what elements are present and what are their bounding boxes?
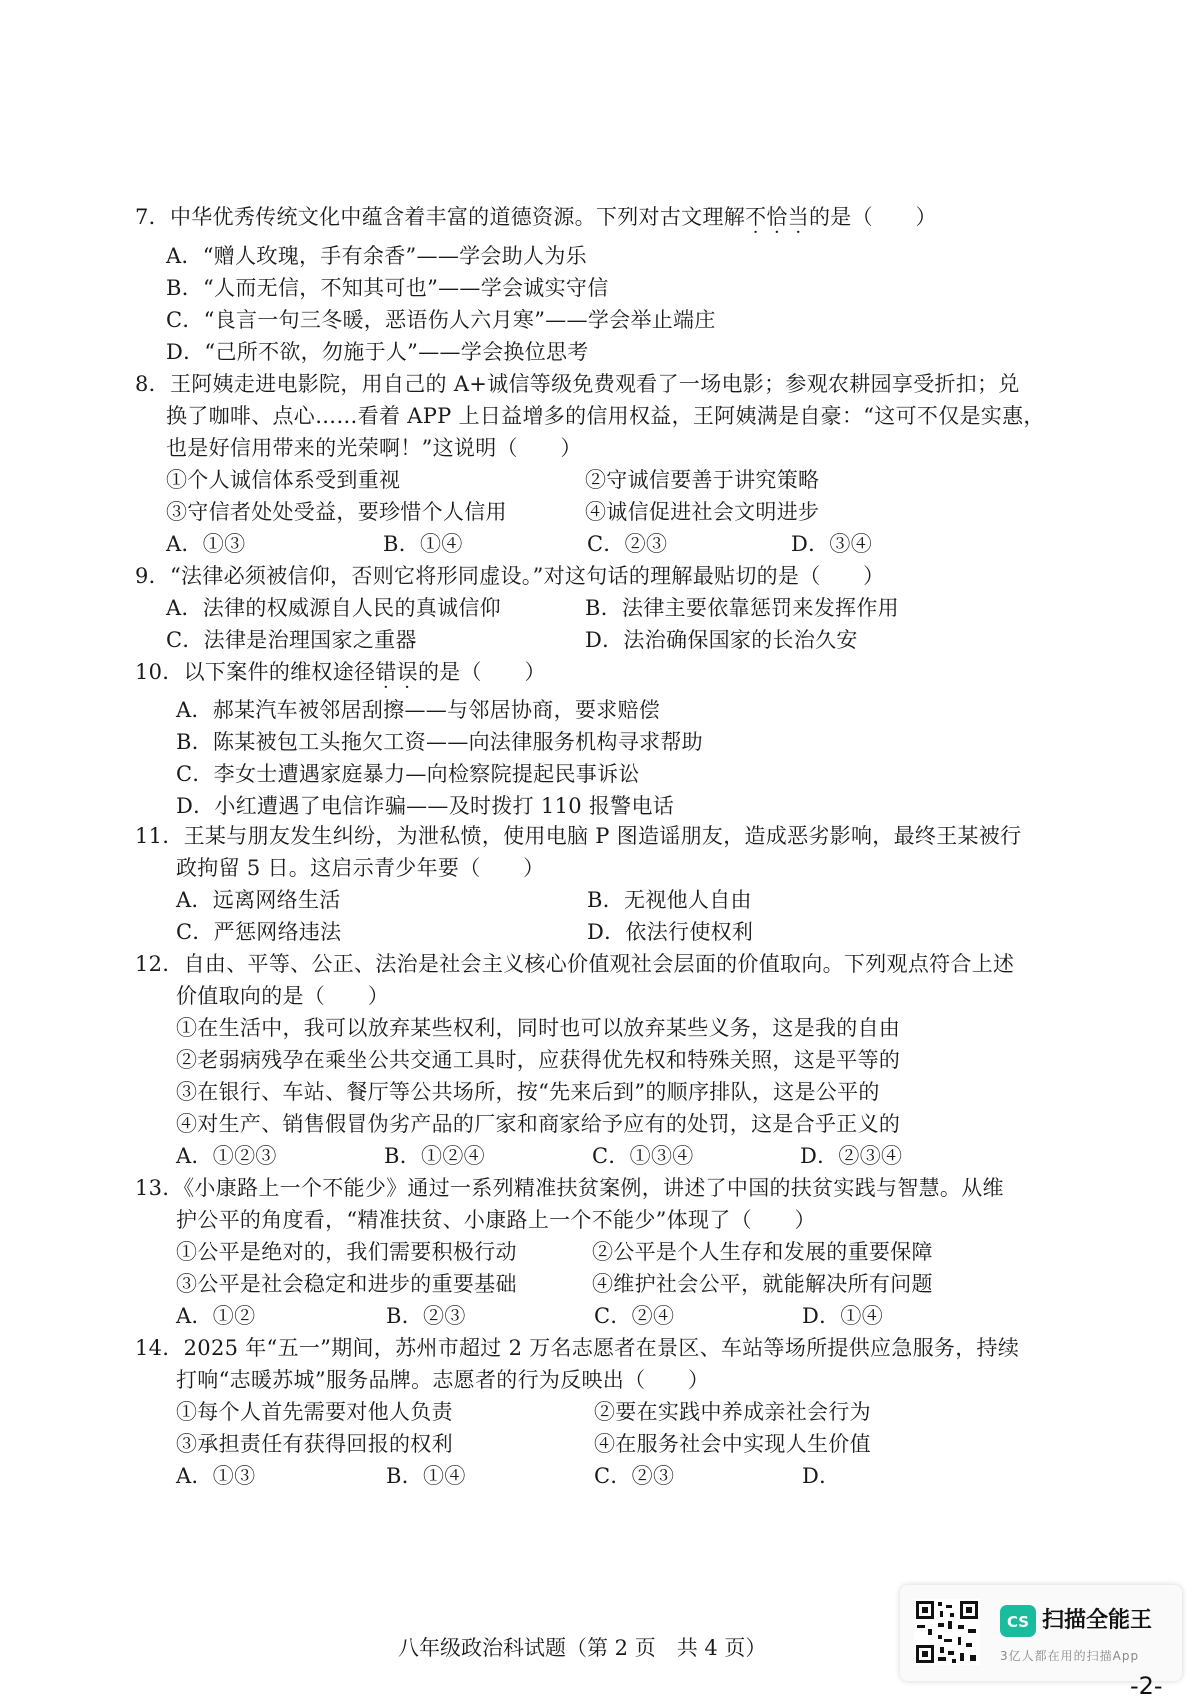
watermark-title: 扫描全能王 [1042,1608,1153,1633]
page-footer: 八年级政治科试题（第 2 页 共 4 页） [398,1636,767,1660]
q13-statement-1: ①公平是绝对的，我们需要积极行动 [176,1240,517,1264]
q14-stem-line2: 打响“志暖苏城”服务品牌。志愿者的行为反映出（ ） [176,1368,710,1392]
q13-option-d: D．①④ [802,1304,884,1328]
q8-option-b: B．①④ [383,532,463,556]
q12-option-d: D．②③④ [800,1144,903,1168]
q11-stem-line1: 11．王某与朋友发生纠纷，为泄私愤，使用电脑 P 图造谣朋友，造成恶劣影响，最终王某被行 [135,824,1022,848]
q8-statement-3: ③守信者处处受益，要珍惜个人信用 [166,500,507,524]
q8-stem-line3: 也是好信用带来的光荣啊！”这说明（ ） [166,436,582,460]
q8-statement-2: ②守诚信要善于讲究策略 [585,468,820,492]
q10-option-b: B．陈某被包工头拖欠工资——向法律服务机构寻求帮助 [176,730,703,754]
q8-statement-1: ①个人诚信体系受到重视 [166,468,401,492]
logo-text: CS [1006,1613,1030,1631]
q13-statement-3: ③公平是社会稳定和进步的重要基础 [176,1272,517,1296]
q9-option-d: D．法治确保国家的长治久安 [585,628,858,652]
q12-statement-3: ③在银行、车站、餐厅等公共场所，按“先来后到”的顺序排队，这是公平的 [176,1080,880,1104]
q12-stem-line1: 12．自由、平等、公正、法治是社会主义核心价值观社会层面的价值取向。下列观点符合上述 [135,952,1015,976]
q13-option-a: A．①② [176,1304,256,1328]
q8-stem-line2: 换了咖啡、点心……看着 APP 上日益增多的信用权益，王阿姨满是自豪：“这可不仅是实惠， [166,404,1045,428]
emphasis-char: 误 [396,660,418,684]
q11-option-d: D．依法行使权利 [587,920,754,944]
q10-option-d: D．小红遭遇了电信诈骗——及时拨打 110 报警电话 [176,794,675,818]
q13-statement-4: ④维护社会公平，就能解决所有问题 [592,1272,933,1296]
q12-statement-2: ②老弱病残孕在乘坐公共交通工具时，应获得优先权和特殊关照，这是平等的 [176,1048,901,1072]
q12-option-b: B．①②④ [384,1144,485,1168]
q12-statement-4: ④对生产、销售假冒伪劣产品的厂家和商家给予应有的处罚，这是合乎正义的 [176,1112,901,1136]
q10-option-a: A．郝某汽车被邻居刮擦——与邻居协商，要求赔偿 [176,698,661,722]
q8-option-a: A．①③ [166,532,246,556]
q14-statement-2: ②要在实践中养成亲社会行为 [594,1400,871,1424]
q7-option-d: D．“己所不欲，勿施于人”——学会换位思考 [166,340,589,364]
q12-stem-line2: 价值取向的是（ ） [176,984,389,1008]
page-number: -2- [1130,1672,1163,1700]
q14-option-d: D． [802,1464,841,1488]
emphasis-char: 错 [375,660,397,684]
q11-option-a: A．远离网络生活 [176,888,341,912]
q7-stem-tail: 的是（ ） [809,205,937,229]
q9-option-c: C．法律是治理国家之重器 [166,628,417,652]
q10-stem-text: 10．以下案件的维权途径 [135,660,376,684]
emphasis-char: 恰 [766,205,788,229]
q13-option-b: B．②③ [386,1304,466,1328]
q14-statement-4: ④在服务社会中实现人生价值 [594,1432,871,1456]
q11-stem-line2: 政拘留 5 日。这启示青少年要（ ） [176,856,545,880]
q13-option-c: C．②④ [594,1304,675,1328]
q14-option-b: B．①④ [386,1464,466,1488]
qr-code-icon [914,1599,980,1665]
q14-statement-3: ③承担责任有获得回报的权利 [176,1432,453,1456]
q9-stem: 9．“法律必须被信仰，否则它将形同虚设。”对这句话的理解最贴切的是（ ） [135,564,885,588]
q7-option-b: B．“人而无信，不知其可也”——学会诚实守信 [166,276,609,300]
q13-statement-2: ②公平是个人生存和发展的重要保障 [592,1240,933,1264]
q10-stem-tail: 的是（ ） [417,660,546,684]
q7-option-a: A．“赠人玫瑰，手有余香”——学会助人为乐 [166,244,587,268]
q10-stem [135,658,546,686]
q7-stem [135,203,937,231]
q14-option-a: A．①③ [176,1464,256,1488]
q13-stem-line2: 护公平的角度看，“精准扶贫、小康路上一个不能少”体现了（ ） [176,1208,816,1232]
q8-option-c: C．②③ [587,532,668,556]
q11-option-c: C．严惩网络违法 [176,920,342,944]
q8-option-d: D．③④ [791,532,873,556]
emphasis-char: 当 [787,205,809,229]
q9-option-b: B．法律主要依靠惩罚来发挥作用 [585,596,899,620]
q14-statement-1: ①每个人首先需要对他人负责 [176,1400,453,1424]
q7-option-c: C．“良言一句三冬暖，恶语伤人六月寒”——学会举止端庄 [166,308,716,332]
emphasis-char: 不 [745,205,767,229]
q8-statement-4: ④诚信促进社会文明进步 [585,500,820,524]
q12-option-c: C．①③④ [592,1144,694,1168]
q13-stem-line1: 13．《小康路上一个不能少》通过一系列精准扶贫案例，讲述了中国的扶贫实践与智慧。从维 [135,1176,1004,1200]
camscanner-logo-icon [1000,1605,1036,1637]
q7-stem-text: 7．中华优秀传统文化中蕴含着丰富的道德资源。下列对古文理解 [135,205,746,229]
q8-stem-line1: 8．王阿姨走进电影院，用自己的 A+诚信等级免费观看了一场电影；参观农耕园享受折扣；兑 [135,372,1020,396]
q9-option-a: A．法律的权威源自人民的真诚信仰 [166,596,501,620]
scanner-watermark [900,1585,1182,1681]
q12-statement-1: ①在生活中，我可以放弃某些权利，同时也可以放弃某些义务，这是我的自由 [176,1016,901,1040]
q11-option-b: B．无视他人自由 [587,888,752,912]
watermark-subtitle: 3亿人都在用的扫描App [1000,1649,1140,1663]
q14-stem-line1: 14．2025 年“五一”期间，苏州市超过 2 万名志愿者在景区、车站等场所提供应急服务，持续 [135,1336,1020,1360]
q12-option-a: A．①②③ [176,1144,277,1168]
q14-option-c: C．②③ [594,1464,675,1488]
q10-option-c: C．李女士遭遇家庭暴力—向检察院提起民事诉讼 [176,762,640,786]
